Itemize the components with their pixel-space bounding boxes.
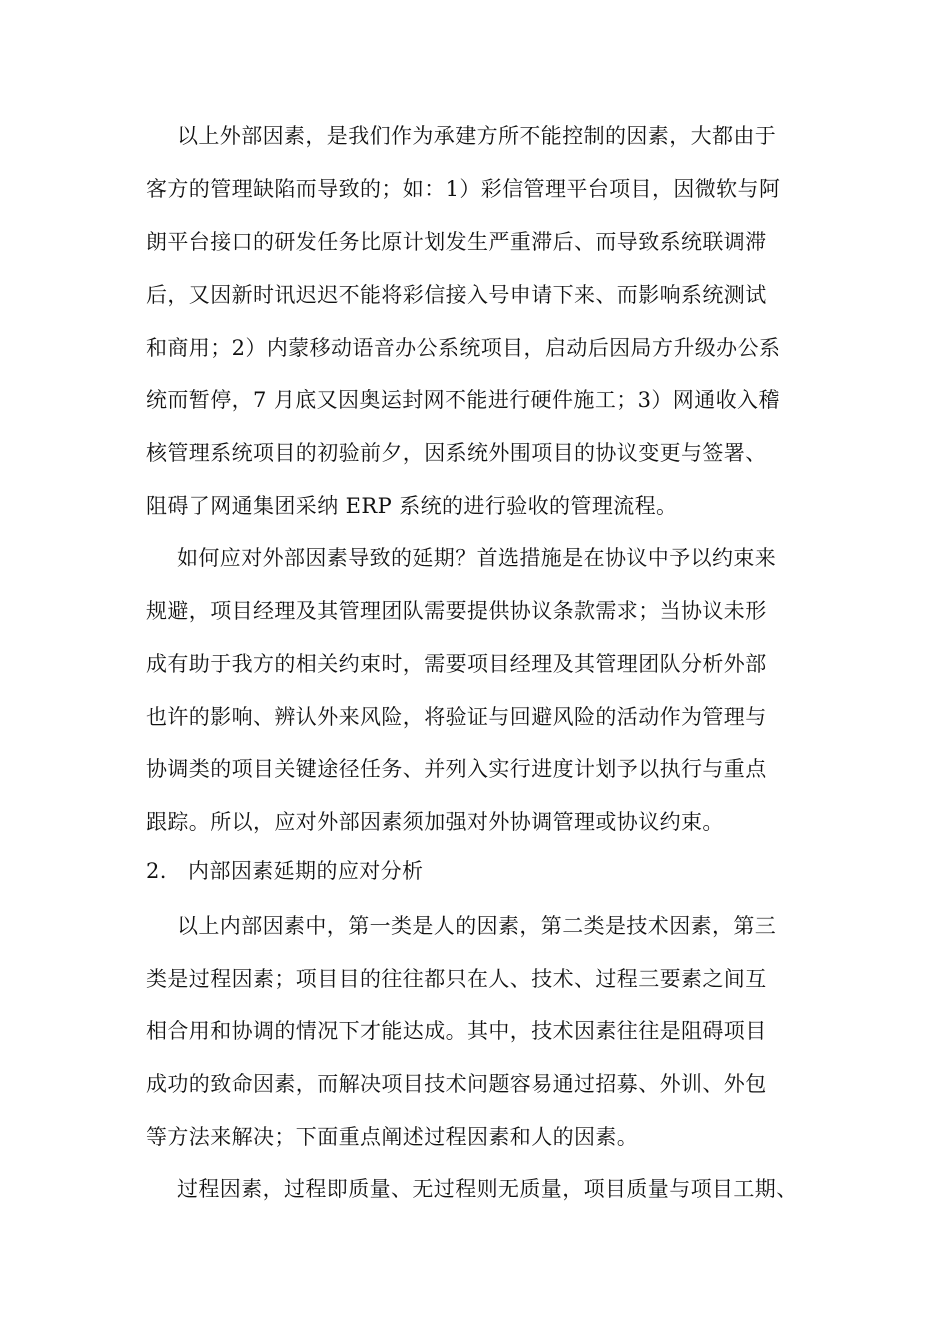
text-line: 相合用和协调的情况下才能达成。其中，技术因素往往是阻碍项目 [146,1019,767,1043]
text-line: 规避，项目经理及其管理团队需要提供协议条款需求；当协议未形 [146,599,767,623]
text-line: 后，又因新时讯迟迟不能将彩信接入号申请下来、而影响系统测试 [146,283,767,307]
text-line: 客方的管理缺陷而导致的；如：1）彩信管理平台项目，因微软与阿 [146,177,781,201]
text-line: 成有助于我方的相关约束时，需要项目经理及其管理团队分析外部 [146,652,767,676]
text-line: 如何应对外部因素导致的延期？首选措施是在协议中予以约束来 [177,546,777,570]
text-line: 类是过程因素；项目目的往往都只在人、技术、过程三要素之间互 [146,967,767,991]
section-heading: 2. 内部因素延期的应对分析 [146,859,424,883]
text-line: 朗平台接口的研发任务比原计划发生严重滞后、而导致系统联调滞 [146,230,767,254]
text-line: 以上外部因素，是我们作为承建方所不能控制的因素，大都由于 [177,124,777,148]
text-line: 过程因素，过程即质量、无过程则无质量，项目质量与项目工期、 [177,1177,798,1201]
text-line: 成功的致命因素，而解决项目技术问题容易通过招募、外训、外包 [146,1072,767,1096]
text-line: 核管理系统项目的初验前夕，因系统外围项目的协议变更与签署、 [146,441,767,465]
text-line: 以上内部因素中，第一类是人的因素，第二类是技术因素，第三 [177,914,777,938]
text-line: 跟踪。所以，应对外部因素须加强对外协调管理或协议约束。 [146,810,724,834]
text-line: 协调类的项目关键途径任务、并列入实行进度计划予以执行与重点 [146,757,767,781]
text-line: 统而暂停，7 月底又因奥运封网不能进行硬件施工；3）网通收入稽 [146,388,780,412]
text-line: 和商用；2）内蒙移动语音办公系统项目，启动后因局方升级办公系 [146,336,781,360]
text-line: 也许的影响、辨认外来风险，将验证与回避风险的活动作为管理与 [146,705,767,729]
text-line: 等方法来解决；下面重点阐述过程因素和人的因素。 [146,1125,639,1149]
text-line: 阻碍了网通集团采纳 ERP 系统的进行验收的管理流程。 [146,494,678,518]
